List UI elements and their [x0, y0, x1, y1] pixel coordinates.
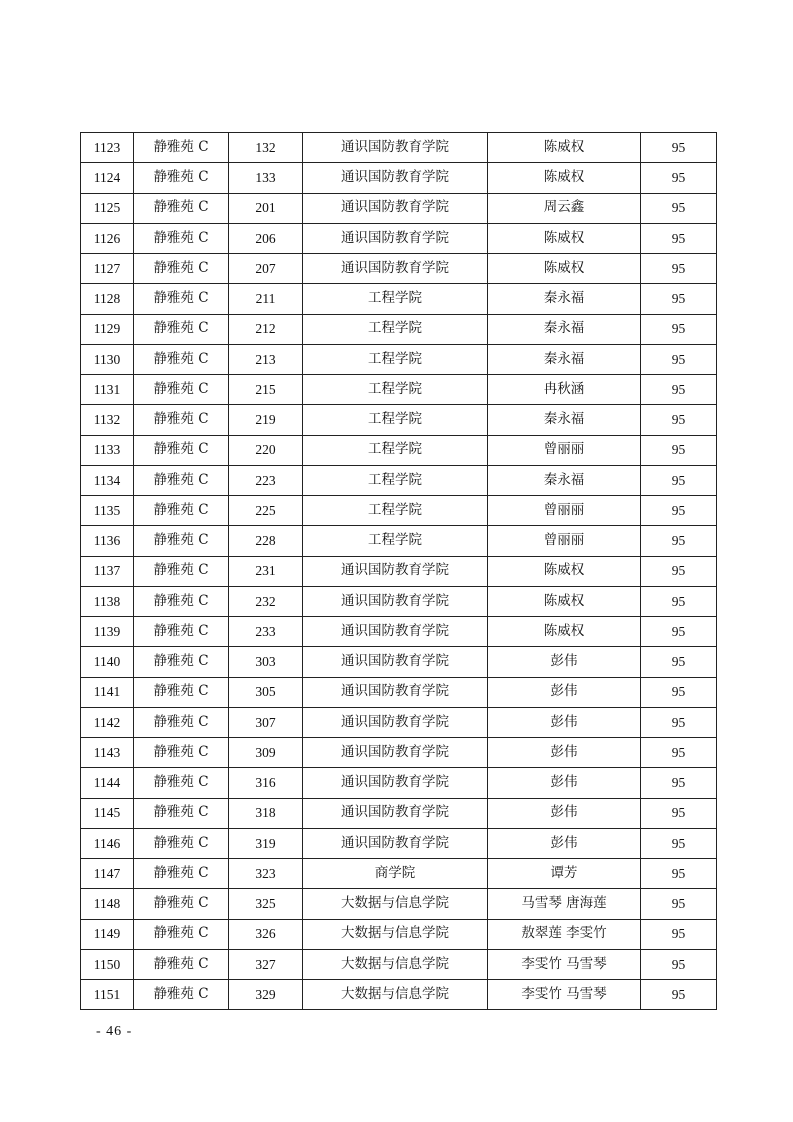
- cell-serial-number: 1147: [81, 859, 134, 889]
- cell-score: 95: [641, 193, 717, 223]
- cell-room-number: 211: [229, 284, 303, 314]
- cell-room-number: 319: [229, 828, 303, 858]
- cell-score: 95: [641, 556, 717, 586]
- table-row: [81, 677, 717, 707]
- table-row: [81, 949, 717, 979]
- cell-serial-number: 1138: [81, 586, 134, 616]
- cell-score: 95: [641, 465, 717, 495]
- cell-room-number: 207: [229, 254, 303, 284]
- cell-instructor: 彭伟: [488, 828, 641, 858]
- table-row: [81, 889, 717, 919]
- cell-score: 95: [641, 526, 717, 556]
- cell-college: 通识国防教育学院: [303, 163, 488, 193]
- cell-score: 95: [641, 496, 717, 526]
- cell-room-number: 323: [229, 859, 303, 889]
- cell-instructor: 秦永福: [488, 465, 641, 495]
- cell-score: 95: [641, 314, 717, 344]
- cell-college: 通识国防教育学院: [303, 647, 488, 677]
- cell-instructor: 陈威权: [488, 617, 641, 647]
- cell-building: 静雅苑 C: [134, 919, 229, 949]
- cell-room-number: 307: [229, 707, 303, 737]
- cell-room-number: 231: [229, 556, 303, 586]
- cell-college: 大数据与信息学院: [303, 980, 488, 1010]
- cell-building: 静雅苑 C: [134, 617, 229, 647]
- cell-college: 通识国防教育学院: [303, 254, 488, 284]
- cell-building: 静雅苑 C: [134, 707, 229, 737]
- cell-instructor: 陈威权: [488, 556, 641, 586]
- cell-college: 通识国防教育学院: [303, 133, 488, 163]
- table-row: [81, 707, 717, 737]
- cell-serial-number: 1124: [81, 163, 134, 193]
- cell-college: 大数据与信息学院: [303, 949, 488, 979]
- cell-building: 静雅苑 C: [134, 405, 229, 435]
- cell-score: 95: [641, 707, 717, 737]
- cell-instructor: 马雪琴 唐海莲: [488, 889, 641, 919]
- cell-score: 95: [641, 828, 717, 858]
- table-row: [81, 617, 717, 647]
- dormitory-score-table: [80, 132, 717, 1010]
- cell-building: 静雅苑 C: [134, 980, 229, 1010]
- cell-serial-number: 1145: [81, 798, 134, 828]
- cell-building: 静雅苑 C: [134, 254, 229, 284]
- cell-college: 大数据与信息学院: [303, 919, 488, 949]
- table-row: [81, 798, 717, 828]
- cell-instructor: 曾丽丽: [488, 435, 641, 465]
- table-row: [81, 980, 717, 1010]
- cell-room-number: 213: [229, 344, 303, 374]
- cell-college: 工程学院: [303, 435, 488, 465]
- cell-serial-number: 1139: [81, 617, 134, 647]
- cell-room-number: 327: [229, 949, 303, 979]
- cell-score: 95: [641, 133, 717, 163]
- cell-building: 静雅苑 C: [134, 314, 229, 344]
- cell-serial-number: 1126: [81, 223, 134, 253]
- cell-room-number: 309: [229, 738, 303, 768]
- cell-instructor: 陈威权: [488, 133, 641, 163]
- cell-building: 静雅苑 C: [134, 133, 229, 163]
- cell-serial-number: 1131: [81, 375, 134, 405]
- cell-score: 95: [641, 284, 717, 314]
- cell-instructor: 周云鑫: [488, 193, 641, 223]
- cell-college: 通识国防教育学院: [303, 828, 488, 858]
- page-number: - 46 -: [96, 1024, 133, 1039]
- cell-room-number: 132: [229, 133, 303, 163]
- cell-building: 静雅苑 C: [134, 949, 229, 979]
- cell-building: 静雅苑 C: [134, 859, 229, 889]
- cell-room-number: 326: [229, 919, 303, 949]
- cell-room-number: 228: [229, 526, 303, 556]
- cell-building: 静雅苑 C: [134, 496, 229, 526]
- table-row: [81, 405, 717, 435]
- cell-instructor: 彭伟: [488, 798, 641, 828]
- cell-score: 95: [641, 405, 717, 435]
- cell-serial-number: 1137: [81, 556, 134, 586]
- cell-score: 95: [641, 344, 717, 374]
- cell-instructor: 陈威权: [488, 586, 641, 616]
- cell-building: 静雅苑 C: [134, 344, 229, 374]
- table-row: [81, 163, 717, 193]
- cell-score: 95: [641, 617, 717, 647]
- cell-college: 工程学院: [303, 375, 488, 405]
- cell-room-number: 329: [229, 980, 303, 1010]
- cell-serial-number: 1149: [81, 919, 134, 949]
- cell-college: 通识国防教育学院: [303, 768, 488, 798]
- cell-instructor: 曾丽丽: [488, 496, 641, 526]
- cell-serial-number: 1142: [81, 707, 134, 737]
- cell-instructor: 冉秋涵: [488, 375, 641, 405]
- cell-serial-number: 1129: [81, 314, 134, 344]
- cell-serial-number: 1135: [81, 496, 134, 526]
- cell-score: 95: [641, 223, 717, 253]
- cell-serial-number: 1127: [81, 254, 134, 284]
- cell-building: 静雅苑 C: [134, 193, 229, 223]
- cell-serial-number: 1146: [81, 828, 134, 858]
- cell-building: 静雅苑 C: [134, 465, 229, 495]
- table-row: [81, 314, 717, 344]
- cell-college: 工程学院: [303, 496, 488, 526]
- table-row: [81, 435, 717, 465]
- cell-serial-number: 1133: [81, 435, 134, 465]
- cell-room-number: 215: [229, 375, 303, 405]
- cell-instructor: 秦永福: [488, 405, 641, 435]
- cell-college: 工程学院: [303, 344, 488, 374]
- cell-serial-number: 1150: [81, 949, 134, 979]
- cell-instructor: 彭伟: [488, 707, 641, 737]
- table-row: [81, 375, 717, 405]
- table-row: [81, 556, 717, 586]
- cell-building: 静雅苑 C: [134, 677, 229, 707]
- cell-score: 95: [641, 919, 717, 949]
- table-row: [81, 647, 717, 677]
- cell-serial-number: 1128: [81, 284, 134, 314]
- cell-serial-number: 1151: [81, 980, 134, 1010]
- dormitory-score-table-container: [80, 132, 716, 1010]
- cell-instructor: 陈威权: [488, 254, 641, 284]
- cell-instructor: 秦永福: [488, 284, 641, 314]
- cell-room-number: 316: [229, 768, 303, 798]
- cell-room-number: 233: [229, 617, 303, 647]
- cell-score: 95: [641, 889, 717, 919]
- cell-serial-number: 1134: [81, 465, 134, 495]
- cell-college: 工程学院: [303, 465, 488, 495]
- table-row: [81, 193, 717, 223]
- cell-building: 静雅苑 C: [134, 798, 229, 828]
- cell-instructor: 彭伟: [488, 768, 641, 798]
- cell-room-number: 219: [229, 405, 303, 435]
- cell-college: 通识国防教育学院: [303, 556, 488, 586]
- cell-instructor: 陈威权: [488, 163, 641, 193]
- cell-building: 静雅苑 C: [134, 556, 229, 586]
- cell-score: 95: [641, 949, 717, 979]
- cell-instructor: 秦永福: [488, 314, 641, 344]
- cell-building: 静雅苑 C: [134, 223, 229, 253]
- cell-serial-number: 1143: [81, 738, 134, 768]
- cell-serial-number: 1140: [81, 647, 134, 677]
- cell-serial-number: 1148: [81, 889, 134, 919]
- cell-college: 通识国防教育学院: [303, 193, 488, 223]
- cell-building: 静雅苑 C: [134, 284, 229, 314]
- cell-serial-number: 1130: [81, 344, 134, 374]
- cell-building: 静雅苑 C: [134, 163, 229, 193]
- cell-college: 工程学院: [303, 284, 488, 314]
- cell-building: 静雅苑 C: [134, 375, 229, 405]
- cell-room-number: 225: [229, 496, 303, 526]
- cell-instructor: 谭芳: [488, 859, 641, 889]
- cell-college: 通识国防教育学院: [303, 223, 488, 253]
- table-row: [81, 919, 717, 949]
- cell-building: 静雅苑 C: [134, 435, 229, 465]
- table-row: [81, 738, 717, 768]
- cell-score: 95: [641, 435, 717, 465]
- table-row: [81, 133, 717, 163]
- cell-instructor: 李雯竹 马雪琴: [488, 949, 641, 979]
- cell-room-number: 212: [229, 314, 303, 344]
- cell-serial-number: 1141: [81, 677, 134, 707]
- cell-score: 95: [641, 647, 717, 677]
- cell-score: 95: [641, 768, 717, 798]
- cell-college: 大数据与信息学院: [303, 889, 488, 919]
- cell-instructor: 敖翠莲 李雯竹: [488, 919, 641, 949]
- table-row: [81, 344, 717, 374]
- table-row: [81, 586, 717, 616]
- table-row: [81, 496, 717, 526]
- cell-college: 商学院: [303, 859, 488, 889]
- cell-college: 通识国防教育学院: [303, 677, 488, 707]
- cell-room-number: 220: [229, 435, 303, 465]
- cell-room-number: 201: [229, 193, 303, 223]
- cell-score: 95: [641, 859, 717, 889]
- cell-room-number: 325: [229, 889, 303, 919]
- cell-serial-number: 1144: [81, 768, 134, 798]
- cell-score: 95: [641, 163, 717, 193]
- cell-score: 95: [641, 375, 717, 405]
- cell-room-number: 232: [229, 586, 303, 616]
- table-row: [81, 828, 717, 858]
- cell-instructor: 彭伟: [488, 677, 641, 707]
- cell-college: 工程学院: [303, 526, 488, 556]
- table-row: [81, 284, 717, 314]
- table-row: [81, 254, 717, 284]
- cell-building: 静雅苑 C: [134, 828, 229, 858]
- cell-college: 工程学院: [303, 314, 488, 344]
- cell-college: 通识国防教育学院: [303, 617, 488, 647]
- cell-serial-number: 1132: [81, 405, 134, 435]
- cell-building: 静雅苑 C: [134, 738, 229, 768]
- cell-college: 通识国防教育学院: [303, 798, 488, 828]
- cell-building: 静雅苑 C: [134, 768, 229, 798]
- cell-score: 95: [641, 980, 717, 1010]
- cell-college: 通识国防教育学院: [303, 586, 488, 616]
- cell-room-number: 223: [229, 465, 303, 495]
- cell-room-number: 303: [229, 647, 303, 677]
- cell-instructor: 彭伟: [488, 738, 641, 768]
- cell-score: 95: [641, 586, 717, 616]
- table-body: [81, 133, 717, 1010]
- cell-serial-number: 1123: [81, 133, 134, 163]
- cell-instructor: 曾丽丽: [488, 526, 641, 556]
- cell-instructor: 秦永福: [488, 344, 641, 374]
- table-row: [81, 223, 717, 253]
- cell-score: 95: [641, 254, 717, 284]
- cell-room-number: 305: [229, 677, 303, 707]
- cell-room-number: 133: [229, 163, 303, 193]
- table-row: [81, 768, 717, 798]
- cell-room-number: 206: [229, 223, 303, 253]
- cell-score: 95: [641, 738, 717, 768]
- cell-building: 静雅苑 C: [134, 526, 229, 556]
- cell-college: 工程学院: [303, 405, 488, 435]
- cell-room-number: 318: [229, 798, 303, 828]
- cell-college: 通识国防教育学院: [303, 738, 488, 768]
- cell-score: 95: [641, 798, 717, 828]
- cell-serial-number: 1125: [81, 193, 134, 223]
- cell-building: 静雅苑 C: [134, 647, 229, 677]
- cell-serial-number: 1136: [81, 526, 134, 556]
- cell-score: 95: [641, 677, 717, 707]
- cell-building: 静雅苑 C: [134, 586, 229, 616]
- cell-instructor: 陈威权: [488, 223, 641, 253]
- cell-instructor: 李雯竹 马雪琴: [488, 980, 641, 1010]
- cell-instructor: 彭伟: [488, 647, 641, 677]
- cell-building: 静雅苑 C: [134, 889, 229, 919]
- table-row: [81, 859, 717, 889]
- table-row: [81, 465, 717, 495]
- cell-college: 通识国防教育学院: [303, 707, 488, 737]
- table-row: [81, 526, 717, 556]
